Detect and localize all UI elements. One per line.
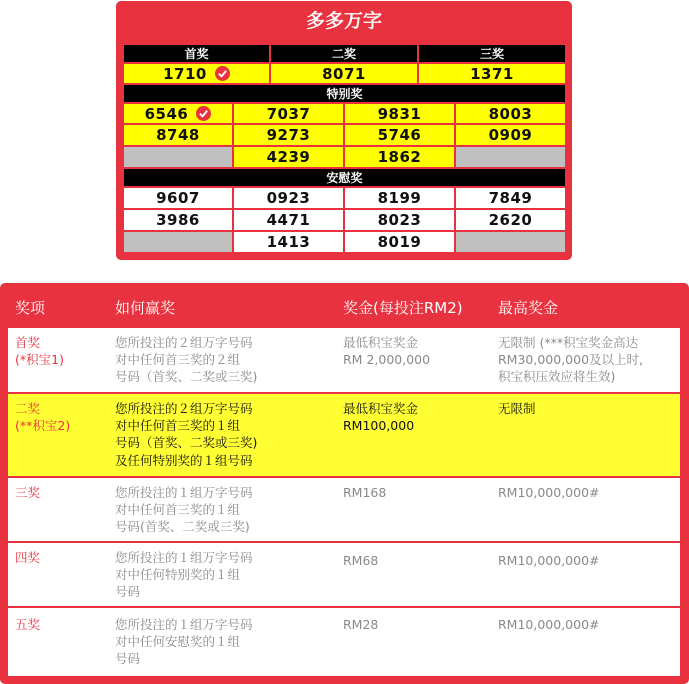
max-line: RM10,000,000# <box>498 617 600 632</box>
consolation-number: 8023 <box>345 210 454 230</box>
how-line: 您所投注的２组万字号码 <box>115 401 253 416</box>
consolation-number: 8199 <box>345 188 454 208</box>
special-number: 5746 <box>345 125 454 145</box>
max-line: RM10,000,000# <box>498 553 600 568</box>
how-line: 对中任何安慰奖的１组 <box>115 634 241 649</box>
amount-line: RM28 <box>343 617 379 632</box>
consolation-number: 0923 <box>234 188 343 208</box>
second-prize-number: 8071 <box>271 64 417 83</box>
special-number-value: 6546 <box>144 104 189 123</box>
prize-name: 四奖 <box>15 550 41 565</box>
special-number: 8003 <box>456 104 565 123</box>
how-line: 对中任何首三奖的１组 <box>115 502 241 517</box>
special-number: 9273 <box>234 125 343 145</box>
results-title: 多多万字 <box>305 10 382 32</box>
empty-cell <box>124 232 232 252</box>
first-prize-header: 首奖 <box>124 45 269 62</box>
max-line: 无限制 (***积宝奖金高达 <box>498 335 639 350</box>
prize-name: 二奖 <box>15 401 41 416</box>
prize-row-second <box>8 394 680 476</box>
max-line: RM10,000,000# <box>498 485 600 500</box>
second-prize-header: 二奖 <box>271 45 417 62</box>
header-prize: 奖项 <box>15 299 46 317</box>
special-number: 4239 <box>234 147 343 167</box>
consolation-number: 4471 <box>234 210 343 230</box>
how-line: 对中任何特别奖的１组 <box>115 567 241 582</box>
special-number: 9831 <box>345 104 454 123</box>
special-number: 0909 <box>456 125 565 145</box>
empty-cell <box>456 232 565 252</box>
amount-line: RM168 <box>343 485 387 500</box>
special-number <box>124 104 232 123</box>
how-line: 您所投注的１组万字号码 <box>115 550 253 565</box>
special-number: 7037 <box>234 104 343 123</box>
special-prize-header: 特别奖 <box>124 85 565 102</box>
amount-line: 最低积宝奖金 <box>343 335 419 350</box>
consolation-number: 1413 <box>234 232 343 252</box>
consolation-number: 7849 <box>456 188 565 208</box>
check-icon <box>215 66 230 81</box>
header-max-prize: 最高奖金 <box>498 299 559 317</box>
consolation-number: 3986 <box>124 210 232 230</box>
special-number: 8748 <box>124 125 232 145</box>
prize-row-first <box>8 328 680 392</box>
max-line: RM30,000,000及以上时, <box>498 352 644 367</box>
how-line: 您所投注的１组万字号码 <box>115 617 253 632</box>
how-line: 号码（首奖、二奖或三奖) <box>115 369 258 384</box>
header-prize-amount: 奖金(每投注RM2) <box>343 299 463 317</box>
empty-cell <box>124 147 232 167</box>
third-prize-number: 1371 <box>419 64 565 83</box>
how-line: 号码 <box>115 651 141 666</box>
how-line: 您所投注的２组万字号码 <box>115 335 253 350</box>
amount-line: RM68 <box>343 553 379 568</box>
check-icon <box>196 106 211 121</box>
third-prize-header: 三奖 <box>419 45 565 62</box>
first-prize-number <box>124 64 269 83</box>
special-number: 1862 <box>345 147 454 167</box>
prize-row-fourth <box>8 543 680 606</box>
how-line: 号码（首奖、二奖或三奖) <box>115 435 258 450</box>
how-line: 号码(首奖、二奖或三奖) <box>115 519 250 534</box>
how-line: 对中任何首三奖的１组 <box>115 418 241 433</box>
amount-line: 最低积宝奖金 <box>343 401 419 416</box>
prize-name: 五奖 <box>15 617 41 632</box>
how-line: 及任何特别奖的１组号码 <box>115 453 253 468</box>
prize-row-fifth <box>8 608 680 676</box>
prize-name: 首奖 <box>15 335 41 350</box>
prize-jackpot-tag: (*积宝1) <box>15 352 64 367</box>
first-prize-value: 1710 <box>163 64 207 83</box>
consolation-number: 2620 <box>456 210 565 230</box>
how-line: 对中任何首三奖的２组 <box>115 352 241 367</box>
max-line: 积宝积压效应将生效) <box>498 369 616 384</box>
results-card <box>116 1 572 260</box>
how-line: 您所投注的１组万字号码 <box>115 485 253 500</box>
max-line: 无限制 <box>498 401 536 416</box>
header-how-to-win: 如何赢奖 <box>115 299 176 317</box>
how-line: 号码 <box>115 584 141 599</box>
prize-name: 三奖 <box>15 485 41 500</box>
empty-cell <box>456 147 565 167</box>
prize-row-third <box>8 478 680 541</box>
prize-table <box>0 283 689 684</box>
prize-jackpot-tag: (**积宝2) <box>15 418 71 433</box>
consolation-prize-header: 安慰奖 <box>124 169 565 186</box>
consolation-number: 9607 <box>124 188 232 208</box>
amount-line: RM 2,000,000 <box>343 352 431 367</box>
amount-line: RM100,000 <box>343 418 415 433</box>
consolation-number: 8019 <box>345 232 454 252</box>
